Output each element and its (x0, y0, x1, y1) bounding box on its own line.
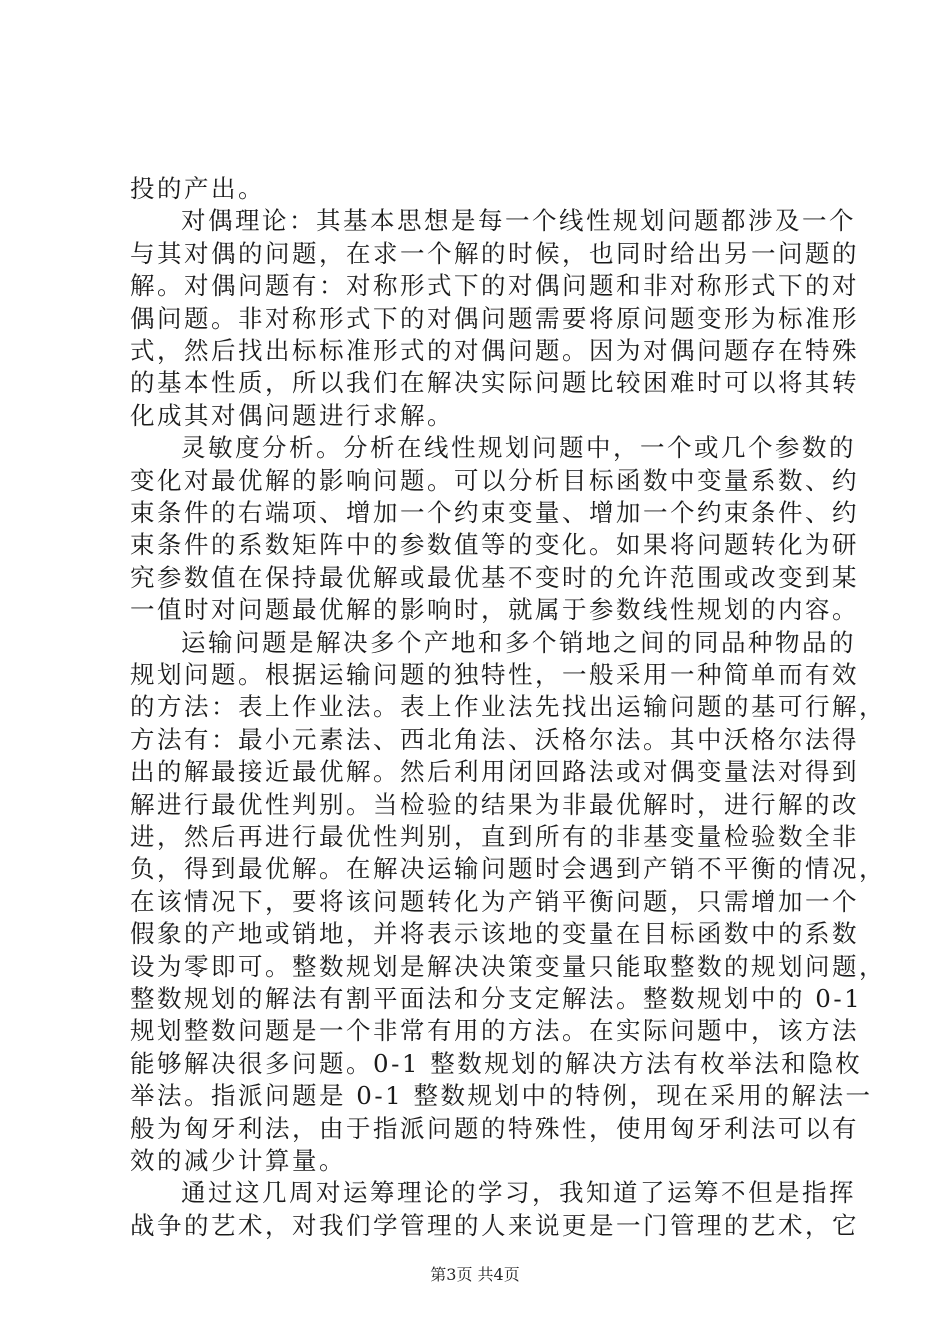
page-footer: 第3页 共4页 (430, 1265, 520, 1284)
text-line: 化成其对偶问题进行求解。 (130, 400, 454, 430)
text-line: 负，得到最优解。在解决运输问题时会遇到产销不平衡的情况， (130, 854, 886, 884)
text-line: 式，然后找出标标准形式的对偶问题。因为对偶问题存在特殊 (130, 336, 859, 365)
text-line: 战争的艺术，对我们学管理的人来说更是一门管理的艺术，它 (130, 1210, 859, 1240)
text-line: 规划问题。根据运输问题的独特性，一般采用一种简单而有效 (130, 660, 859, 689)
text-line: 与其对偶的问题，在求一个解的时候，也同时给出另一问题的 (130, 238, 859, 268)
text-line: 解。对偶问题有：对称形式下的对偶问题和非对称形式下的对 (130, 271, 859, 301)
text-line: 方法有：最小元素法、西北角法、沃格尔法。其中沃格尔法得 (130, 724, 859, 754)
text-line: 能够解决很多问题。0-1 整数规划的解决方法有枚举法和隐枚 (130, 1048, 863, 1078)
text-line: 设为零即可。整数规划是解决决策变量只能取整数的规划问题， (130, 951, 886, 981)
text-line: 束条件的右端项、增加一个约束变量、增加一个约束条件、约 (130, 498, 859, 527)
text-line: 般为匈牙利法，由于指派问题的特殊性，使用匈牙利法可以有 (130, 1113, 859, 1143)
text-line: 的方法：表上作业法。表上作业法先找出运输问题的基可行解， (130, 692, 886, 722)
paragraph-sensitivity-start: 灵敏度分析。分析在线性规划问题中，一个或几个参数的 (181, 433, 856, 463)
text-line: 出的解最接近最优解。然后利用闭回路法或对偶变量法对得到 (130, 757, 859, 787)
text-line: 解进行最优性判别。当检验的结果为非最优解时，进行解的改 (130, 789, 859, 819)
text-line: 一值时对问题最优解的影响时，就属于参数线性规划的内容。 (130, 595, 859, 625)
paragraph-transport-start: 运输问题是解决多个产地和多个销地之间的同品种物品的 (181, 627, 856, 657)
text-line: 偶问题。非对称形式下的对偶问题需要将原问题变形为标准形 (130, 303, 859, 333)
text-line: 的基本性质，所以我们在解决实际问题比较困难时可以将其转 (130, 368, 859, 398)
text-line: 变化对最优解的影响问题。可以分析目标函数中变量系数、约 (130, 465, 859, 495)
text-line: 举法。指派问题是 0-1 整数规划中的特例，现在采用的解法一 (130, 1081, 873, 1111)
text-line: 进，然后再进行最优性判别，直到所有的非基变量检验数全非 (130, 822, 859, 851)
text-line: 整数规划的解法有割平面法和分支定解法。整数规划中的 0-1 (130, 984, 863, 1013)
text-line: 在该情况下，要将该问题转化为产销平衡问题，只需增加一个 (130, 886, 859, 916)
paragraph-duality-start: 对偶理论：其基本思想是每一个线性规划问题都涉及一个 (181, 206, 856, 236)
paragraph-summary-start: 通过这几周对运筹理论的学习，我知道了运筹不但是指挥 (181, 1178, 856, 1208)
text-line: 假象的产地或销地，并将表示该地的变量在目标函数中的系数 (130, 919, 859, 949)
text-line: 究参数值在保持最优解或最优基不变时的允许范围或改变到某 (130, 562, 859, 592)
text-line: 规划整数问题是一个非常有用的方法。在实际问题中，该方法 (130, 1016, 859, 1046)
text-line: 束条件的系数矩阵中的参数值等的变化。如果将问题转化为研 (130, 530, 859, 560)
text-line: 投的产出。 (130, 174, 265, 203)
text-line: 效的减少计算量。 (130, 1146, 346, 1175)
